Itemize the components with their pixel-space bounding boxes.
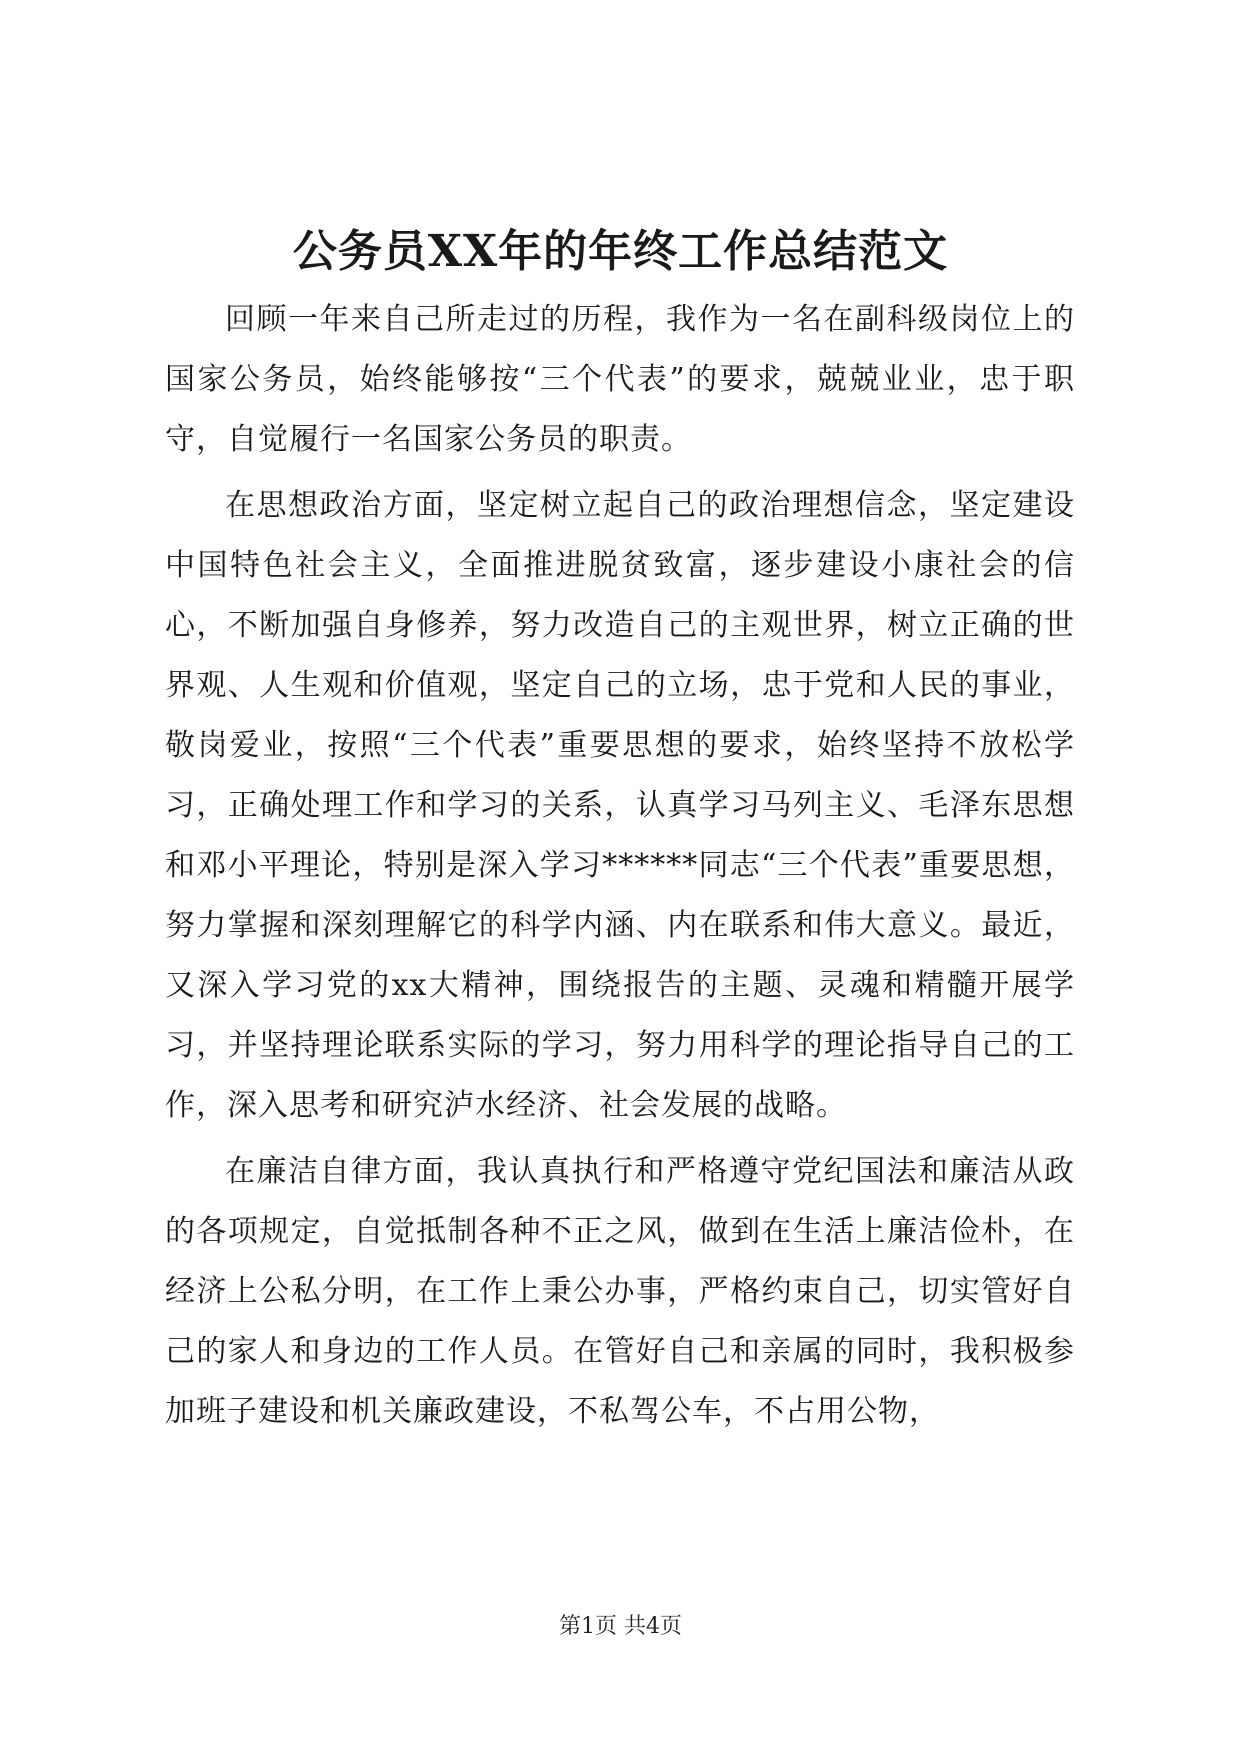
paragraph-integrity: 在廉洁自律方面，我认真执行和严格遵守党纪国法和廉洁从政的各项规定，自觉抵制各种不正之风，做到在生活上廉洁俭朴，在经济上公私分明，在工作上秉公办事，严格约束自己，切实管好自己的家人和身边的工作人员。在管好自己和亲属的同时，我积极参加班子建设和机关廉政建设，不私驾公车，不占用公物， <box>165 1154 1075 1429</box>
page-number: 第1页 共4页 <box>559 1614 682 1639</box>
document-title: 公务员XX年的年终工作总结范文 <box>292 226 949 277</box>
document-body <box>165 290 1075 1448</box>
paragraph-political: 在思想政治方面，坚定树立起自己的政治理想信念，坚定建设中国特色社会主义，全面推进脱贫致富，逐步建设小康社会的信心，不断加强自身修养，努力改造自己的主观世界，树立正确的世界观、人生观和价值观，坚定自己的立场，忠于党和人民的事业，敬岗爱业，按照“三个代表”重要思想的要求，始终坚持不放松学习，正确处理工作和学习的关系，认真学习马列主义、毛泽东思想和邓小平理论，特别是深入学习******同志“三个代表”重要思想，努力掌握和深刻理解它的科学内涵、内在联系和伟大意义。最近，又深入学习党的xx大精神，围绕报告的主题、灵魂和精髓开展学习，并坚持理论联系实际的学习，努力用科学的理论指导自己的工作，深入思考和研究泸水经济、社会发展的战略。 <box>165 488 1075 1123</box>
paragraph-intro: 回顾一年来自己所走过的历程，我作为一名在副科级岗位上的国家公务员，始终能够按“三个代表”的要求，兢兢业业，忠于职守，自觉履行一名国家公务员的职责。 <box>165 302 1075 457</box>
